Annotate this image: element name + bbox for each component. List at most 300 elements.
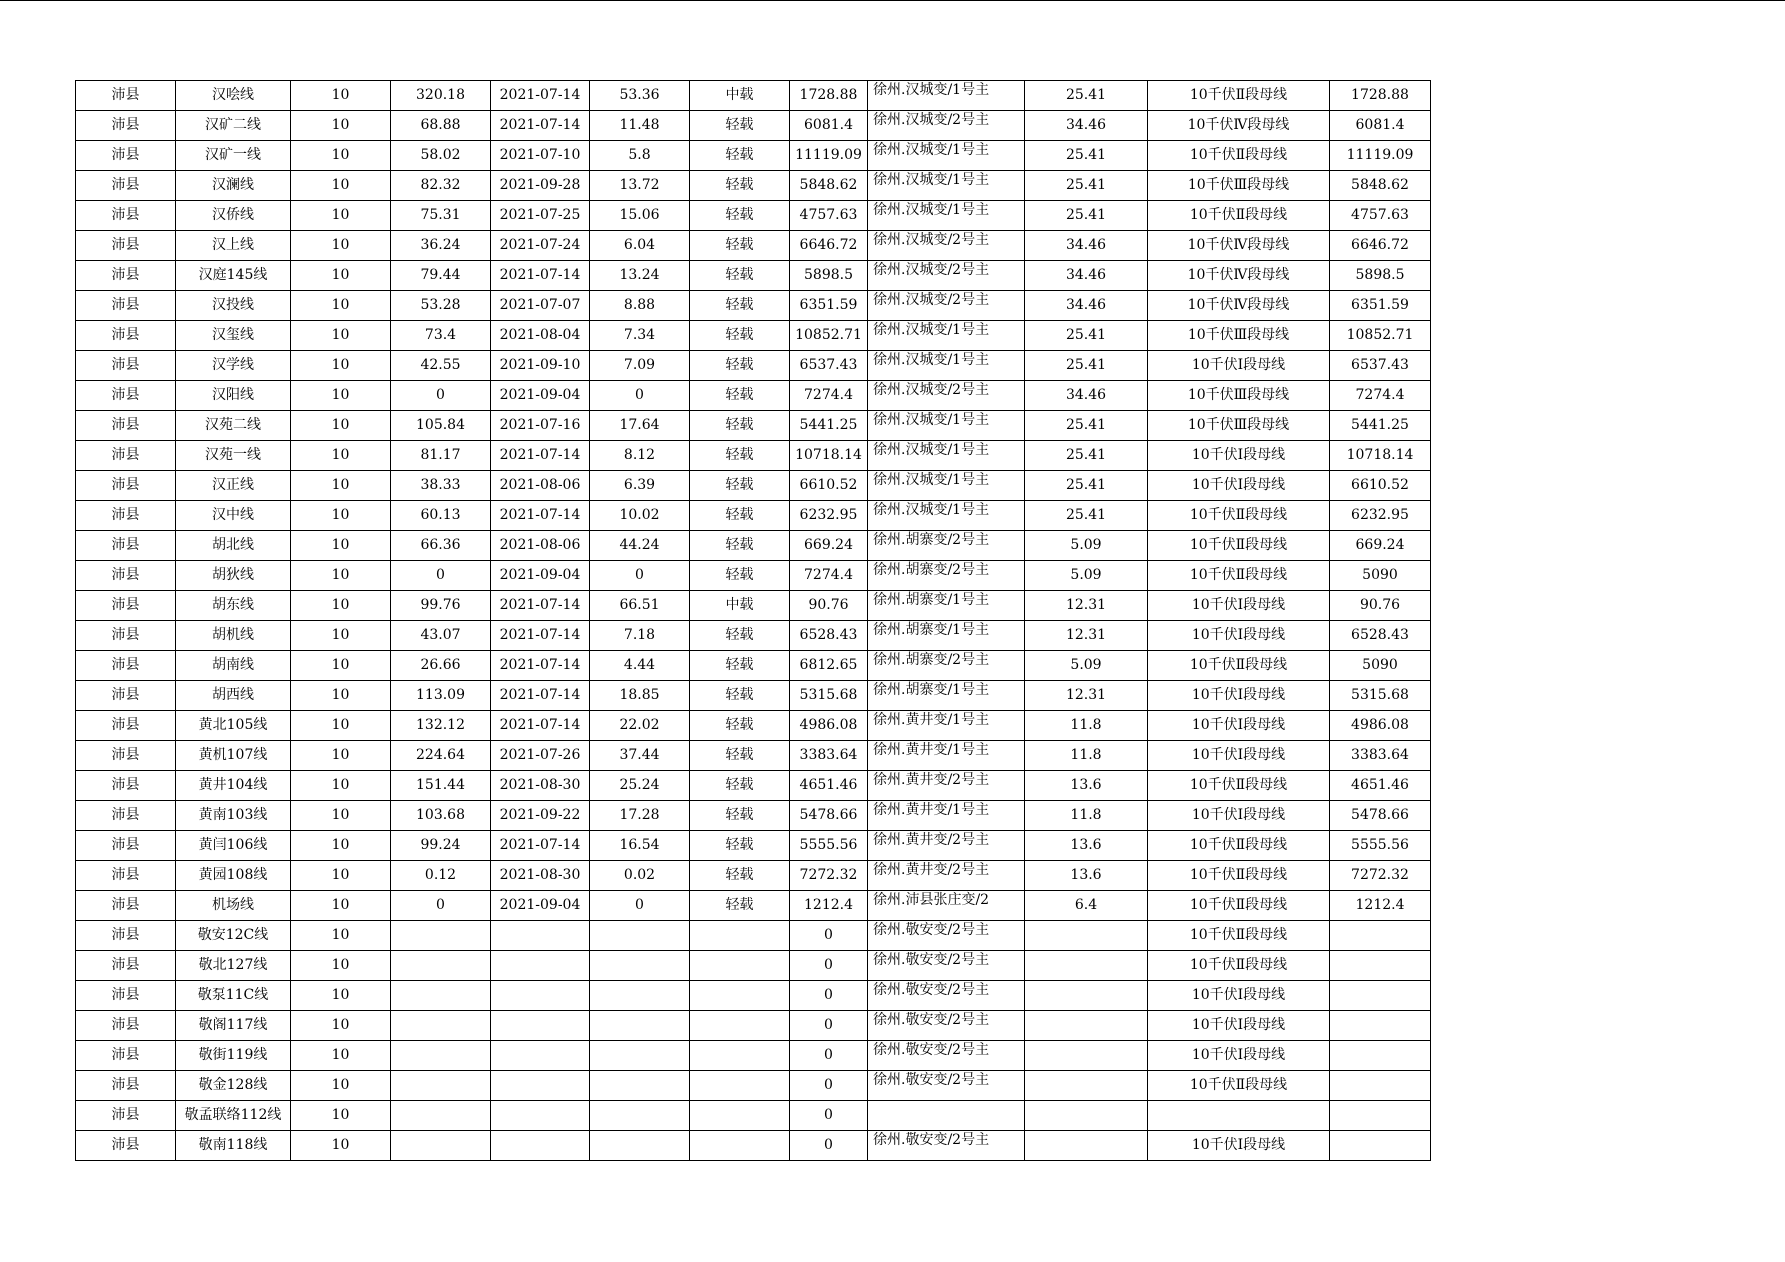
capacity-cell: 6812.65 bbox=[790, 651, 868, 681]
date-cell bbox=[491, 1101, 590, 1131]
voltage-cell: 10 bbox=[291, 261, 391, 291]
line-name-cell: 汉庭145线 bbox=[176, 261, 291, 291]
voltage-cell: 10 bbox=[291, 951, 391, 981]
busbar-cell: 10千伏Ⅳ段母线 bbox=[1148, 231, 1330, 261]
voltage-cell: 10 bbox=[291, 321, 391, 351]
load-cell: 73.4 bbox=[391, 321, 491, 351]
transformer-cell: 徐州.汉城变/1号主 bbox=[868, 471, 1025, 501]
transformer-load-rate-cell bbox=[1025, 921, 1148, 951]
busbar-cell: 10千伏Ⅲ段母线 bbox=[1148, 171, 1330, 201]
date-cell bbox=[491, 1041, 590, 1071]
available-capacity-cell: 6351.59 bbox=[1330, 291, 1431, 321]
load-status-cell: 轻载 bbox=[690, 651, 790, 681]
available-capacity-cell: 11119.09 bbox=[1330, 141, 1431, 171]
county-cell: 沛县 bbox=[76, 561, 176, 591]
load-rate-cell: 11.48 bbox=[590, 111, 690, 141]
county-cell: 沛县 bbox=[76, 801, 176, 831]
transformer-load-rate-cell bbox=[1025, 1101, 1148, 1131]
transformer-cell: 徐州.汉城变/1号主 bbox=[868, 171, 1025, 201]
load-status-cell: 轻载 bbox=[690, 261, 790, 291]
available-capacity-cell: 4757.63 bbox=[1330, 201, 1431, 231]
top-border-rule bbox=[0, 0, 1785, 1]
load-cell: 113.09 bbox=[391, 681, 491, 711]
load-cell bbox=[391, 981, 491, 1011]
table-row bbox=[76, 1041, 1431, 1071]
load-rate-cell: 37.44 bbox=[590, 741, 690, 771]
table-row bbox=[76, 801, 1431, 831]
date-cell: 2021-08-06 bbox=[491, 471, 590, 501]
line-name-cell: 汉侨线 bbox=[176, 201, 291, 231]
date-cell bbox=[491, 981, 590, 1011]
date-cell bbox=[491, 1071, 590, 1101]
busbar-cell: 10千伏Ⅱ段母线 bbox=[1148, 531, 1330, 561]
transformer-cell: 徐州.敬安变/2号主 bbox=[868, 1041, 1025, 1071]
table-row bbox=[76, 411, 1431, 441]
transformer-load-rate-cell: 25.41 bbox=[1025, 81, 1148, 111]
voltage-cell: 10 bbox=[291, 1131, 391, 1161]
transformer-cell: 徐州.敬安变/2号主 bbox=[868, 921, 1025, 951]
county-cell: 沛县 bbox=[76, 141, 176, 171]
load-rate-cell bbox=[590, 1071, 690, 1101]
line-name-cell: 黄闫106线 bbox=[176, 831, 291, 861]
voltage-cell: 10 bbox=[291, 921, 391, 951]
transformer-load-rate-cell: 11.8 bbox=[1025, 711, 1148, 741]
date-cell: 2021-07-14 bbox=[491, 591, 590, 621]
load-status-cell bbox=[690, 1071, 790, 1101]
load-cell: 26.66 bbox=[391, 651, 491, 681]
voltage-cell: 10 bbox=[291, 861, 391, 891]
load-rate-cell: 18.85 bbox=[590, 681, 690, 711]
county-cell: 沛县 bbox=[76, 741, 176, 771]
load-status-cell: 轻载 bbox=[690, 351, 790, 381]
load-cell: 36.24 bbox=[391, 231, 491, 261]
available-capacity-cell: 6081.4 bbox=[1330, 111, 1431, 141]
load-rate-cell bbox=[590, 981, 690, 1011]
county-cell: 沛县 bbox=[76, 441, 176, 471]
line-name-cell: 敬孟联络112线 bbox=[176, 1101, 291, 1131]
load-cell: 75.31 bbox=[391, 201, 491, 231]
line-name-cell: 汉学线 bbox=[176, 351, 291, 381]
load-cell: 0 bbox=[391, 561, 491, 591]
transformer-load-rate-cell: 34.46 bbox=[1025, 111, 1148, 141]
load-cell: 105.84 bbox=[391, 411, 491, 441]
load-status-cell bbox=[690, 921, 790, 951]
load-status-cell: 轻载 bbox=[690, 411, 790, 441]
busbar-cell: 10千伏Ⅱ段母线 bbox=[1148, 501, 1330, 531]
load-status-cell: 轻载 bbox=[690, 891, 790, 921]
transformer-cell: 徐州.胡寨变/1号主 bbox=[868, 681, 1025, 711]
load-status-cell: 轻载 bbox=[690, 471, 790, 501]
voltage-cell: 10 bbox=[291, 231, 391, 261]
load-status-cell: 轻载 bbox=[690, 171, 790, 201]
capacity-cell: 7274.4 bbox=[790, 561, 868, 591]
capacity-cell: 4651.46 bbox=[790, 771, 868, 801]
load-status-cell: 轻载 bbox=[690, 741, 790, 771]
available-capacity-cell: 1212.4 bbox=[1330, 891, 1431, 921]
date-cell: 2021-08-06 bbox=[491, 531, 590, 561]
busbar-cell bbox=[1148, 1101, 1330, 1131]
county-cell: 沛县 bbox=[76, 711, 176, 741]
line-name-cell: 汉阳线 bbox=[176, 381, 291, 411]
voltage-cell: 10 bbox=[291, 141, 391, 171]
county-cell: 沛县 bbox=[76, 501, 176, 531]
capacity-cell: 0 bbox=[790, 1011, 868, 1041]
load-cell: 58.02 bbox=[391, 141, 491, 171]
transformer-load-rate-cell: 12.31 bbox=[1025, 621, 1148, 651]
capacity-cell: 5555.56 bbox=[790, 831, 868, 861]
load-cell: 103.68 bbox=[391, 801, 491, 831]
county-cell: 沛县 bbox=[76, 171, 176, 201]
load-status-cell: 轻载 bbox=[690, 321, 790, 351]
load-rate-cell: 53.36 bbox=[590, 81, 690, 111]
transformer-load-rate-cell: 25.41 bbox=[1025, 351, 1148, 381]
transformer-cell: 徐州.黄井变/2号主 bbox=[868, 861, 1025, 891]
line-name-cell: 汉苑一线 bbox=[176, 441, 291, 471]
load-status-cell: 轻载 bbox=[690, 531, 790, 561]
voltage-cell: 10 bbox=[291, 171, 391, 201]
load-rate-cell: 6.39 bbox=[590, 471, 690, 501]
busbar-cell: 10千伏Ⅱ段母线 bbox=[1148, 651, 1330, 681]
transformer-cell: 徐州.汉城变/1号主 bbox=[868, 321, 1025, 351]
available-capacity-cell bbox=[1330, 1041, 1431, 1071]
capacity-cell: 6646.72 bbox=[790, 231, 868, 261]
date-cell: 2021-07-24 bbox=[491, 231, 590, 261]
capacity-cell: 6610.52 bbox=[790, 471, 868, 501]
transformer-cell: 徐州.黄井变/1号主 bbox=[868, 711, 1025, 741]
table-row bbox=[76, 831, 1431, 861]
voltage-cell: 10 bbox=[291, 1101, 391, 1131]
available-capacity-cell: 5315.68 bbox=[1330, 681, 1431, 711]
transformer-load-rate-cell bbox=[1025, 1071, 1148, 1101]
voltage-cell: 10 bbox=[291, 1011, 391, 1041]
load-status-cell bbox=[690, 1101, 790, 1131]
date-cell: 2021-07-07 bbox=[491, 291, 590, 321]
capacity-cell: 6537.43 bbox=[790, 351, 868, 381]
transformer-load-rate-cell bbox=[1025, 1011, 1148, 1041]
transformer-load-rate-cell: 11.8 bbox=[1025, 741, 1148, 771]
county-cell: 沛县 bbox=[76, 351, 176, 381]
transformer-cell: 徐州.胡寨变/2号主 bbox=[868, 561, 1025, 591]
voltage-cell: 10 bbox=[291, 801, 391, 831]
load-status-cell: 轻载 bbox=[690, 681, 790, 711]
load-status-cell: 轻载 bbox=[690, 111, 790, 141]
table-row bbox=[76, 261, 1431, 291]
date-cell: 2021-07-14 bbox=[491, 831, 590, 861]
load-status-cell: 轻载 bbox=[690, 621, 790, 651]
table-row bbox=[76, 951, 1431, 981]
load-rate-cell bbox=[590, 1131, 690, 1161]
voltage-cell: 10 bbox=[291, 111, 391, 141]
capacity-cell: 6232.95 bbox=[790, 501, 868, 531]
busbar-cell: 10千伏Ⅰ段母线 bbox=[1148, 801, 1330, 831]
capacity-cell: 4757.63 bbox=[790, 201, 868, 231]
table-row bbox=[76, 1071, 1431, 1101]
transformer-cell: 徐州.黄井变/1号主 bbox=[868, 801, 1025, 831]
date-cell: 2021-07-14 bbox=[491, 651, 590, 681]
load-rate-cell bbox=[590, 951, 690, 981]
county-cell: 沛县 bbox=[76, 1131, 176, 1161]
load-cell: 79.44 bbox=[391, 261, 491, 291]
available-capacity-cell: 7272.32 bbox=[1330, 861, 1431, 891]
transformer-load-rate-cell: 25.41 bbox=[1025, 201, 1148, 231]
available-capacity-cell: 10718.14 bbox=[1330, 441, 1431, 471]
line-name-cell: 汉苑二线 bbox=[176, 411, 291, 441]
transformer-cell: 徐州.汉城变/1号主 bbox=[868, 351, 1025, 381]
load-cell bbox=[391, 951, 491, 981]
table-row bbox=[76, 531, 1431, 561]
capacity-cell: 11119.09 bbox=[790, 141, 868, 171]
date-cell bbox=[491, 1011, 590, 1041]
table-row bbox=[76, 321, 1431, 351]
transformer-cell: 徐州.汉城变/1号主 bbox=[868, 201, 1025, 231]
line-name-cell: 黄机107线 bbox=[176, 741, 291, 771]
capacity-cell: 0 bbox=[790, 1041, 868, 1071]
date-cell: 2021-07-14 bbox=[491, 711, 590, 741]
load-rate-cell: 10.02 bbox=[590, 501, 690, 531]
capacity-cell: 4986.08 bbox=[790, 711, 868, 741]
busbar-cell: 10千伏Ⅰ段母线 bbox=[1148, 981, 1330, 1011]
capacity-cell: 1728.88 bbox=[790, 81, 868, 111]
capacity-cell: 10718.14 bbox=[790, 441, 868, 471]
load-rate-cell: 66.51 bbox=[590, 591, 690, 621]
load-rate-cell: 7.09 bbox=[590, 351, 690, 381]
county-cell: 沛县 bbox=[76, 261, 176, 291]
busbar-cell: 10千伏Ⅱ段母线 bbox=[1148, 561, 1330, 591]
busbar-cell: 10千伏Ⅰ段母线 bbox=[1148, 1131, 1330, 1161]
load-rate-cell: 8.12 bbox=[590, 441, 690, 471]
load-rate-cell: 44.24 bbox=[590, 531, 690, 561]
voltage-cell: 10 bbox=[291, 891, 391, 921]
available-capacity-cell: 3383.64 bbox=[1330, 741, 1431, 771]
table-row bbox=[76, 81, 1431, 111]
load-cell: 99.76 bbox=[391, 591, 491, 621]
available-capacity-cell: 90.76 bbox=[1330, 591, 1431, 621]
date-cell: 2021-07-14 bbox=[491, 81, 590, 111]
transformer-load-rate-cell: 5.09 bbox=[1025, 561, 1148, 591]
voltage-cell: 10 bbox=[291, 591, 391, 621]
available-capacity-cell bbox=[1330, 951, 1431, 981]
county-cell: 沛县 bbox=[76, 681, 176, 711]
voltage-cell: 10 bbox=[291, 741, 391, 771]
capacity-cell: 5441.25 bbox=[790, 411, 868, 441]
busbar-cell: 10千伏Ⅲ段母线 bbox=[1148, 321, 1330, 351]
county-cell: 沛县 bbox=[76, 111, 176, 141]
load-cell: 68.88 bbox=[391, 111, 491, 141]
load-status-cell: 中载 bbox=[690, 591, 790, 621]
date-cell: 2021-07-14 bbox=[491, 681, 590, 711]
busbar-cell: 10千伏Ⅱ段母线 bbox=[1148, 861, 1330, 891]
load-rate-cell: 0 bbox=[590, 891, 690, 921]
transformer-cell: 徐州.汉城变/2号主 bbox=[868, 231, 1025, 261]
transformer-cell: 徐州.敬安变/2号主 bbox=[868, 951, 1025, 981]
load-cell: 0.12 bbox=[391, 861, 491, 891]
available-capacity-cell: 669.24 bbox=[1330, 531, 1431, 561]
capacity-cell: 1212.4 bbox=[790, 891, 868, 921]
load-status-cell bbox=[690, 981, 790, 1011]
line-name-cell: 黄北105线 bbox=[176, 711, 291, 741]
transformer-cell bbox=[868, 1101, 1025, 1131]
transformer-load-rate-cell bbox=[1025, 981, 1148, 1011]
load-status-cell bbox=[690, 951, 790, 981]
county-cell: 沛县 bbox=[76, 471, 176, 501]
load-cell: 43.07 bbox=[391, 621, 491, 651]
line-name-cell: 敬安12C线 bbox=[176, 921, 291, 951]
load-status-cell: 轻载 bbox=[690, 561, 790, 591]
capacity-cell: 0 bbox=[790, 1131, 868, 1161]
load-rate-cell: 25.24 bbox=[590, 771, 690, 801]
line-name-cell: 黄园108线 bbox=[176, 861, 291, 891]
table-row bbox=[76, 711, 1431, 741]
busbar-cell: 10千伏Ⅱ段母线 bbox=[1148, 771, 1330, 801]
transformer-cell: 徐州.汉城变/2号主 bbox=[868, 261, 1025, 291]
busbar-cell: 10千伏Ⅰ段母线 bbox=[1148, 351, 1330, 381]
load-rate-cell: 17.64 bbox=[590, 411, 690, 441]
transformer-cell: 徐州.敬安变/2号主 bbox=[868, 1011, 1025, 1041]
voltage-cell: 10 bbox=[291, 1041, 391, 1071]
line-name-cell: 胡西线 bbox=[176, 681, 291, 711]
load-rate-cell: 6.04 bbox=[590, 231, 690, 261]
transformer-load-rate-cell: 25.41 bbox=[1025, 141, 1148, 171]
busbar-cell: 10千伏Ⅱ段母线 bbox=[1148, 831, 1330, 861]
capacity-cell: 10852.71 bbox=[790, 321, 868, 351]
line-name-cell: 汉玺线 bbox=[176, 321, 291, 351]
load-cell bbox=[391, 1071, 491, 1101]
busbar-cell: 10千伏Ⅰ段母线 bbox=[1148, 1011, 1330, 1041]
voltage-cell: 10 bbox=[291, 561, 391, 591]
transformer-cell: 徐州.胡寨变/1号主 bbox=[868, 591, 1025, 621]
available-capacity-cell: 1728.88 bbox=[1330, 81, 1431, 111]
transformer-load-rate-cell: 5.09 bbox=[1025, 651, 1148, 681]
load-status-cell: 轻载 bbox=[690, 381, 790, 411]
available-capacity-cell: 6232.95 bbox=[1330, 501, 1431, 531]
capacity-cell: 7274.4 bbox=[790, 381, 868, 411]
capacity-cell: 0 bbox=[790, 921, 868, 951]
capacity-cell: 669.24 bbox=[790, 531, 868, 561]
date-cell: 2021-09-04 bbox=[491, 891, 590, 921]
date-cell: 2021-07-25 bbox=[491, 201, 590, 231]
load-cell bbox=[391, 1041, 491, 1071]
busbar-cell: 10千伏Ⅳ段母线 bbox=[1148, 111, 1330, 141]
table-row bbox=[76, 231, 1431, 261]
table-row bbox=[76, 171, 1431, 201]
county-cell: 沛县 bbox=[76, 1011, 176, 1041]
county-cell: 沛县 bbox=[76, 201, 176, 231]
available-capacity-cell bbox=[1330, 1071, 1431, 1101]
busbar-cell: 10千伏Ⅰ段母线 bbox=[1148, 591, 1330, 621]
load-cell: 132.12 bbox=[391, 711, 491, 741]
available-capacity-cell bbox=[1330, 981, 1431, 1011]
table-row bbox=[76, 1011, 1431, 1041]
date-cell bbox=[491, 921, 590, 951]
load-status-cell: 轻载 bbox=[690, 291, 790, 321]
transformer-cell: 徐州.汉城变/2号主 bbox=[868, 291, 1025, 321]
transformer-cell: 徐州.黄井变/1号主 bbox=[868, 741, 1025, 771]
load-cell: 60.13 bbox=[391, 501, 491, 531]
load-rate-cell: 16.54 bbox=[590, 831, 690, 861]
available-capacity-cell: 5441.25 bbox=[1330, 411, 1431, 441]
load-status-cell bbox=[690, 1011, 790, 1041]
voltage-cell: 10 bbox=[291, 501, 391, 531]
line-name-cell: 黄南103线 bbox=[176, 801, 291, 831]
county-cell: 沛县 bbox=[76, 1101, 176, 1131]
table-row bbox=[76, 1131, 1431, 1161]
transformer-load-rate-cell: 34.46 bbox=[1025, 291, 1148, 321]
available-capacity-cell: 5555.56 bbox=[1330, 831, 1431, 861]
date-cell: 2021-09-04 bbox=[491, 381, 590, 411]
date-cell: 2021-09-10 bbox=[491, 351, 590, 381]
load-cell: 151.44 bbox=[391, 771, 491, 801]
table-row bbox=[76, 621, 1431, 651]
date-cell: 2021-09-04 bbox=[491, 561, 590, 591]
load-rate-cell bbox=[590, 921, 690, 951]
capacity-cell: 5848.62 bbox=[790, 171, 868, 201]
capacity-cell: 0 bbox=[790, 981, 868, 1011]
available-capacity-cell: 6537.43 bbox=[1330, 351, 1431, 381]
line-name-cell: 机场线 bbox=[176, 891, 291, 921]
capacity-cell: 90.76 bbox=[790, 591, 868, 621]
date-cell: 2021-07-16 bbox=[491, 411, 590, 441]
available-capacity-cell: 5090 bbox=[1330, 651, 1431, 681]
transformer-cell: 徐州.汉城变/2号主 bbox=[868, 111, 1025, 141]
available-capacity-cell bbox=[1330, 1131, 1431, 1161]
load-cell: 0 bbox=[391, 381, 491, 411]
capacity-cell: 5478.66 bbox=[790, 801, 868, 831]
load-status-cell: 轻载 bbox=[690, 141, 790, 171]
transformer-cell: 徐州.敬安变/2号主 bbox=[868, 1131, 1025, 1161]
county-cell: 沛县 bbox=[76, 861, 176, 891]
line-name-cell: 胡北线 bbox=[176, 531, 291, 561]
table-row bbox=[76, 741, 1431, 771]
load-cell bbox=[391, 1011, 491, 1041]
transformer-load-rate-cell: 13.6 bbox=[1025, 771, 1148, 801]
line-name-cell: 胡东线 bbox=[176, 591, 291, 621]
transformer-load-rate-cell: 13.6 bbox=[1025, 831, 1148, 861]
table-row bbox=[76, 501, 1431, 531]
capacity-cell: 3383.64 bbox=[790, 741, 868, 771]
transformer-load-rate-cell: 12.31 bbox=[1025, 591, 1148, 621]
county-cell: 沛县 bbox=[76, 531, 176, 561]
transformer-load-rate-cell: 25.41 bbox=[1025, 321, 1148, 351]
busbar-cell: 10千伏Ⅱ段母线 bbox=[1148, 891, 1330, 921]
table-row bbox=[76, 651, 1431, 681]
table-row bbox=[76, 201, 1431, 231]
county-cell: 沛县 bbox=[76, 81, 176, 111]
load-rate-cell: 15.06 bbox=[590, 201, 690, 231]
busbar-cell: 10千伏Ⅰ段母线 bbox=[1148, 741, 1330, 771]
table-row bbox=[76, 291, 1431, 321]
load-status-cell bbox=[690, 1131, 790, 1161]
voltage-cell: 10 bbox=[291, 711, 391, 741]
county-cell: 沛县 bbox=[76, 1041, 176, 1071]
busbar-cell: 10千伏Ⅲ段母线 bbox=[1148, 411, 1330, 441]
load-rate-cell: 7.34 bbox=[590, 321, 690, 351]
table-row bbox=[76, 1101, 1431, 1131]
load-cell: 0 bbox=[391, 891, 491, 921]
busbar-cell: 10千伏Ⅰ段母线 bbox=[1148, 621, 1330, 651]
load-rate-cell: 13.24 bbox=[590, 261, 690, 291]
transformer-load-rate-cell bbox=[1025, 951, 1148, 981]
voltage-cell: 10 bbox=[291, 441, 391, 471]
busbar-cell: 10千伏Ⅳ段母线 bbox=[1148, 261, 1330, 291]
capacity-cell: 5898.5 bbox=[790, 261, 868, 291]
load-status-cell: 轻载 bbox=[690, 711, 790, 741]
table-row bbox=[76, 561, 1431, 591]
load-cell: 53.28 bbox=[391, 291, 491, 321]
available-capacity-cell: 10852.71 bbox=[1330, 321, 1431, 351]
load-status-cell bbox=[690, 1041, 790, 1071]
load-status-cell: 轻载 bbox=[690, 801, 790, 831]
load-rate-cell: 0 bbox=[590, 381, 690, 411]
